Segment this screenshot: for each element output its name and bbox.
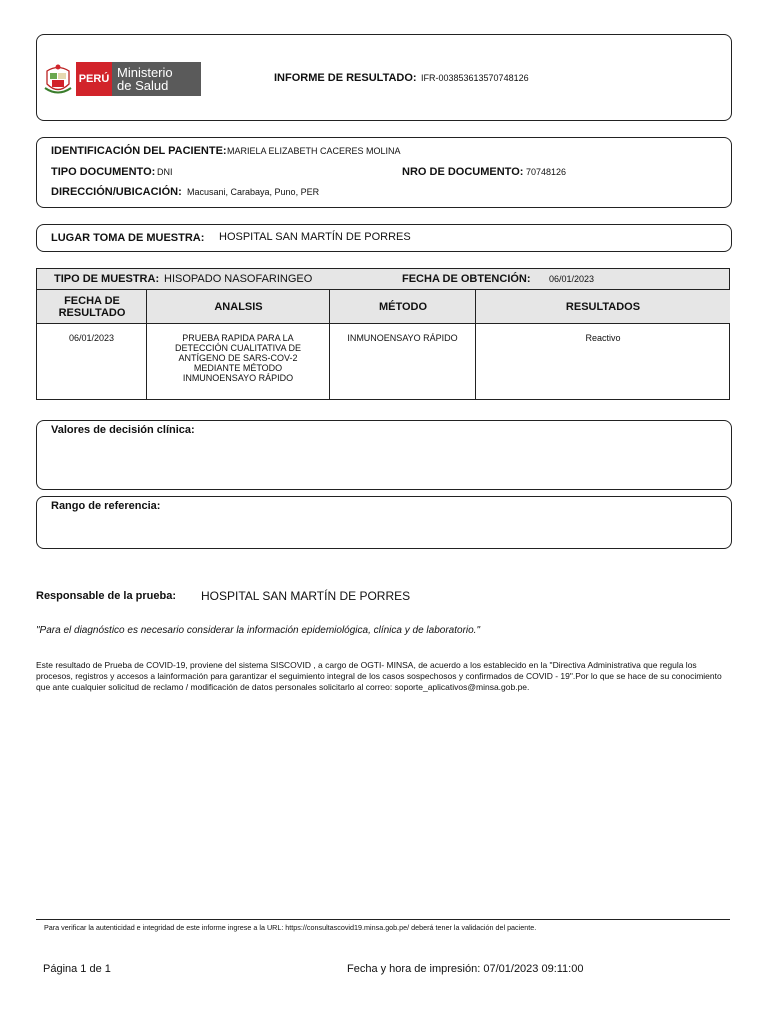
report-id: IFR-003853613570748126 <box>421 73 529 83</box>
doc-number: 70748126 <box>526 167 567 177</box>
reference-range-label: Rango de referencia: <box>51 500 161 512</box>
sample-table <box>36 268 730 400</box>
column-header-analysis: ANALSIS <box>147 290 330 324</box>
print-label: Fecha y hora de impresión: <box>347 963 481 975</box>
sample-type: HISOPADO NASOFARINGEO <box>164 273 313 285</box>
column-header-method: MÉTODO <box>330 290 476 324</box>
sample-place-label: LUGAR TOMA DE MUESTRA: <box>51 232 205 244</box>
disclaimer: Este resultado de Prueba de COVID-19, proviene del sistema SISCOVID , a cargo de OGTI- MINSA, de acuerdo a los establecido en la "Directiva Administrativa que regula los procesos, registros y accesos a lainformación para garantizar el seguimiento integral de los casos sospechosos y confirmados de COVID - 19".Por lo que se hace de su conocimiento que ante cualquier solicitud de reclamo / modificación de datos personales solicitarlo al correo: soporte_aplicativos@minsa.gob.pe. <box>36 660 722 692</box>
patient-id-label: IDENTIFICACIÓN DEL PACIENTE: <box>51 145 227 157</box>
sample-place-value: HOSPITAL SAN MARTÍN DE PORRES <box>219 231 411 243</box>
sample-info-row <box>37 269 729 290</box>
responsible-value: HOSPITAL SAN MARTÍN DE PORRES <box>201 589 411 603</box>
doc-type-label: TIPO DOCUMENTO: <box>51 166 156 178</box>
page-number: Página 1 de 1 <box>43 963 111 975</box>
sample-type-label: TIPO DE MUESTRA: <box>54 273 160 285</box>
row-analysis: PRUEBA RAPIDA PARA LA DETECCIÓN CUALITATIVA DE ANTÍGENO DE SARS-COV-2 MEDIANTE MÉTODO INMUNOENSAYO RÁPIDO <box>174 333 302 383</box>
logo-ministry: Ministerio de Salud <box>112 62 201 96</box>
address: Macusani, Carabaya, Puno, PER <box>187 187 320 197</box>
patient-name: MARIELA ELIZABETH CACERES MOLINA <box>227 146 401 156</box>
doc-type: DNI <box>157 167 173 177</box>
responsible-label: Responsable de la prueba: <box>36 590 176 602</box>
report-label: INFORME DE RESULTADO: <box>274 72 417 84</box>
sample-date-label: FECHA DE OBTENCIÓN: <box>402 273 531 285</box>
doc-number-label: NRO DE DOCUMENTO: <box>402 166 524 178</box>
clinical-values-label: Valores de decisión clínica: <box>51 424 195 436</box>
verify-note: Para verificar la autenticidad e integridad de este informe ingrese a la URL: https://consultascovid19.minsa.gob.pe/ deberá tener la validación del paciente. <box>44 923 537 932</box>
print-datetime: 07/01/2023 09:11:00 <box>483 963 584 975</box>
column-header-date: FECHA DE RESULTADO <box>37 290 147 324</box>
column-header-results: RESULTADOS <box>476 290 730 324</box>
sample-date: 06/01/2023 <box>549 274 595 284</box>
row-method: INMUNOENSAYO RÁPIDO <box>347 333 458 343</box>
diagnosis-quote: "Para el diagnóstico es necesario considerar la información epidemiológica, clínica y de laboratorio." <box>36 625 481 636</box>
coat-of-arms-icon <box>43 62 73 96</box>
logo-country: PERÚ <box>76 62 112 96</box>
row-result: Reactivo <box>585 333 621 343</box>
row-date: 06/01/2023 <box>68 333 115 343</box>
footer-divider <box>36 919 730 920</box>
minsa-logo <box>43 62 201 96</box>
address-label: DIRECCIÓN/UBICACIÓN: <box>51 186 182 198</box>
print-datetime-block <box>347 963 583 975</box>
